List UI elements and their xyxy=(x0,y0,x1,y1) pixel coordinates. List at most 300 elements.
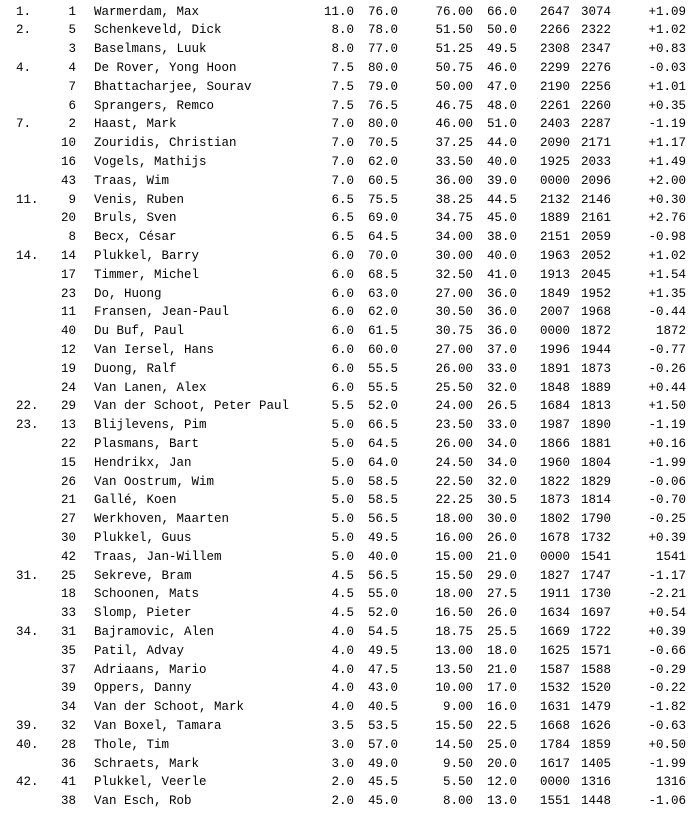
rating-cell: 1960 xyxy=(539,455,570,470)
rank-cell: 23. xyxy=(16,418,39,433)
rating-change-cell: -1.17 xyxy=(648,568,686,583)
performance-cell: 1944 xyxy=(580,342,611,357)
sonneborn-berger-cell: 51.50 xyxy=(435,23,473,38)
tiebreak-cell: 32.0 xyxy=(486,380,517,395)
points-cell: 3.0 xyxy=(331,737,354,752)
start-number-cell: 33 xyxy=(60,606,76,621)
rating-cell: 1551 xyxy=(539,794,570,809)
rank-cell: 7. xyxy=(16,117,32,132)
rating-cell: 1669 xyxy=(539,624,570,639)
rank-cell: 40. xyxy=(16,737,39,752)
player-name-cell: Patil, Advay xyxy=(94,643,185,658)
start-number-cell: 16 xyxy=(60,154,76,169)
rating-cell: 2308 xyxy=(539,42,570,57)
performance-cell: 1541 xyxy=(580,549,611,564)
start-number-cell: 29 xyxy=(60,399,76,414)
points-cell: 8.0 xyxy=(331,42,354,57)
sonneborn-berger-cell: 13.50 xyxy=(435,662,473,677)
player-name-cell: Schenkeveld, Dick xyxy=(94,23,222,38)
tiebreak-cell: 45.0 xyxy=(486,211,517,226)
player-name-cell: Fransen, Jean-Paul xyxy=(94,305,230,320)
performance-cell: 1804 xyxy=(580,455,611,470)
rating-cell: 1866 xyxy=(539,436,570,451)
rating-cell: 1849 xyxy=(539,286,570,301)
player-name-cell: Traas, Jan-Willem xyxy=(94,549,222,564)
points-cell: 5.0 xyxy=(331,436,354,451)
rating-change-cell: -0.63 xyxy=(648,718,686,733)
start-number-cell: 17 xyxy=(60,267,76,282)
rating-change-cell: +0.44 xyxy=(648,380,686,395)
tiebreak-cell: 48.0 xyxy=(486,98,517,113)
tiebreak-cell: 36.0 xyxy=(486,286,517,301)
buchholz-cell: 60.5 xyxy=(367,173,398,188)
start-number-cell: 36 xyxy=(60,756,76,771)
player-name-cell: Adriaans, Mario xyxy=(94,662,207,677)
performance-cell: 1747 xyxy=(580,568,611,583)
start-number-cell: 38 xyxy=(60,794,76,809)
player-name-cell: Schraets, Mark xyxy=(94,756,200,771)
buchholz-cell: 58.5 xyxy=(367,493,398,508)
points-cell: 6.0 xyxy=(331,248,354,263)
sonneborn-berger-cell: 22.50 xyxy=(435,474,473,489)
player-name-cell: Becx, César xyxy=(94,230,177,245)
rating-change-cell: 1316 xyxy=(655,775,686,790)
buchholz-cell: 53.5 xyxy=(367,718,398,733)
rating-change-cell: -0.44 xyxy=(648,305,686,320)
rating-cell: 1634 xyxy=(539,606,570,621)
rank-cell: 22. xyxy=(16,399,39,414)
player-name-cell: Plukkel, Veerle xyxy=(94,775,207,790)
start-number-cell: 25 xyxy=(60,568,76,583)
buchholz-cell: 55.5 xyxy=(367,361,398,376)
table-row xyxy=(0,623,695,642)
performance-cell: 2146 xyxy=(580,192,611,207)
buchholz-cell: 64.0 xyxy=(367,455,398,470)
performance-cell: 2096 xyxy=(580,173,611,188)
player-name-cell: Do, Huong xyxy=(94,286,162,301)
player-name-cell: Traas, Wim xyxy=(94,173,170,188)
table-row xyxy=(0,661,695,680)
tiebreak-cell: 25.0 xyxy=(486,737,517,752)
performance-cell: 2052 xyxy=(580,248,611,263)
sonneborn-berger-cell: 36.00 xyxy=(435,173,473,188)
points-cell: 6.0 xyxy=(331,267,354,282)
player-name-cell: Plasmans, Bart xyxy=(94,436,200,451)
tiebreak-cell: 12.0 xyxy=(486,775,517,790)
start-number-cell: 8 xyxy=(68,230,76,245)
sonneborn-berger-cell: 27.00 xyxy=(435,342,473,357)
buchholz-cell: 64.5 xyxy=(367,436,398,451)
rating-cell: 2261 xyxy=(539,98,570,113)
rating-change-cell: +0.39 xyxy=(648,530,686,545)
start-number-cell: 34 xyxy=(60,700,76,715)
player-name-cell: Vogels, Mathijs xyxy=(94,154,207,169)
points-cell: 6.0 xyxy=(331,361,354,376)
points-cell: 11.0 xyxy=(323,4,354,19)
performance-cell: 2059 xyxy=(580,230,611,245)
rating-change-cell: -2.21 xyxy=(648,587,686,602)
buchholz-cell: 47.5 xyxy=(367,662,398,677)
performance-cell: 3074 xyxy=(580,4,611,19)
tiebreak-cell: 39.0 xyxy=(486,173,517,188)
rating-change-cell: +1.54 xyxy=(648,267,686,282)
performance-cell: 2033 xyxy=(580,154,611,169)
rating-cell: 2190 xyxy=(539,79,570,94)
tiebreak-cell: 26.5 xyxy=(486,399,517,414)
sonneborn-berger-cell: 51.25 xyxy=(435,42,473,57)
sonneborn-berger-cell: 34.00 xyxy=(435,230,473,245)
player-name-cell: Gallé, Koen xyxy=(94,493,177,508)
sonneborn-berger-cell: 34.75 xyxy=(435,211,473,226)
rating-cell: 1913 xyxy=(539,267,570,282)
player-name-cell: Venis, Ruben xyxy=(94,192,185,207)
buchholz-cell: 70.0 xyxy=(367,248,398,263)
points-cell: 6.5 xyxy=(331,230,354,245)
table-row xyxy=(0,491,695,510)
player-name-cell: Blijlevens, Pim xyxy=(94,418,207,433)
start-number-cell: 22 xyxy=(60,436,76,451)
points-cell: 4.0 xyxy=(331,662,354,677)
table-row xyxy=(0,379,695,398)
performance-cell: 1873 xyxy=(580,361,611,376)
buchholz-cell: 78.0 xyxy=(367,23,398,38)
performance-cell: 1730 xyxy=(580,587,611,602)
rating-change-cell: +0.30 xyxy=(648,192,686,207)
rating-cell: 0000 xyxy=(539,173,570,188)
sonneborn-berger-cell: 33.50 xyxy=(435,154,473,169)
rating-cell: 1617 xyxy=(539,756,570,771)
buchholz-cell: 76.0 xyxy=(367,4,398,19)
tiebreak-cell: 34.0 xyxy=(486,436,517,451)
table-row xyxy=(0,303,695,322)
player-name-cell: Bajramovic, Alen xyxy=(94,624,215,639)
buchholz-cell: 62.0 xyxy=(367,154,398,169)
table-row xyxy=(0,266,695,285)
start-number-cell: 1 xyxy=(68,4,76,19)
rating-change-cell: -0.22 xyxy=(648,681,686,696)
performance-cell: 1829 xyxy=(580,474,611,489)
buchholz-cell: 58.5 xyxy=(367,474,398,489)
performance-cell: 2045 xyxy=(580,267,611,282)
buchholz-cell: 45.0 xyxy=(367,794,398,809)
buchholz-cell: 56.5 xyxy=(367,568,398,583)
start-number-cell: 39 xyxy=(60,681,76,696)
sonneborn-berger-cell: 27.00 xyxy=(435,286,473,301)
tiebreak-cell: 29.0 xyxy=(486,568,517,583)
rating-change-cell: -0.77 xyxy=(648,342,686,357)
tiebreak-cell: 46.0 xyxy=(486,60,517,75)
performance-cell: 1790 xyxy=(580,512,611,527)
player-name-cell: Zouridis, Christian xyxy=(94,136,237,151)
performance-cell: 1814 xyxy=(580,493,611,508)
performance-cell: 1952 xyxy=(580,286,611,301)
tiebreak-cell: 49.5 xyxy=(486,42,517,57)
start-number-cell: 32 xyxy=(60,718,76,733)
rating-cell: 1802 xyxy=(539,512,570,527)
points-cell: 3.0 xyxy=(331,756,354,771)
rating-change-cell: -0.66 xyxy=(648,643,686,658)
table-row xyxy=(0,679,695,698)
sonneborn-berger-cell: 46.00 xyxy=(435,117,473,132)
performance-cell: 1872 xyxy=(580,324,611,339)
rating-cell: 1911 xyxy=(539,587,570,602)
sonneborn-berger-cell: 16.50 xyxy=(435,606,473,621)
points-cell: 5.0 xyxy=(331,530,354,545)
performance-cell: 2260 xyxy=(580,98,611,113)
start-number-cell: 41 xyxy=(60,775,76,790)
start-number-cell: 20 xyxy=(60,211,76,226)
points-cell: 5.0 xyxy=(331,418,354,433)
tiebreak-cell: 20.0 xyxy=(486,756,517,771)
buchholz-cell: 64.5 xyxy=(367,230,398,245)
player-name-cell: Van der Schoot, Peter Paul xyxy=(94,399,290,414)
start-number-cell: 7 xyxy=(68,79,76,94)
table-row xyxy=(0,134,695,153)
rating-cell: 0000 xyxy=(539,549,570,564)
start-number-cell: 40 xyxy=(60,324,76,339)
start-number-cell: 24 xyxy=(60,380,76,395)
performance-cell: 1722 xyxy=(580,624,611,639)
performance-cell: 1405 xyxy=(580,756,611,771)
rank-cell: 11. xyxy=(16,192,39,207)
player-name-cell: Timmer, Michel xyxy=(94,267,200,282)
rating-cell: 1822 xyxy=(539,474,570,489)
start-number-cell: 43 xyxy=(60,173,76,188)
table-row xyxy=(0,717,695,736)
sonneborn-berger-cell: 37.25 xyxy=(435,136,473,151)
rank-cell: 2. xyxy=(16,23,32,38)
rating-change-cell: +0.16 xyxy=(648,436,686,451)
points-cell: 7.5 xyxy=(331,60,354,75)
player-name-cell: Schoonen, Mats xyxy=(94,587,200,602)
start-number-cell: 35 xyxy=(60,643,76,658)
buchholz-cell: 49.5 xyxy=(367,643,398,658)
points-cell: 2.0 xyxy=(331,794,354,809)
performance-cell: 1881 xyxy=(580,436,611,451)
rating-change-cell: +0.83 xyxy=(648,42,686,57)
points-cell: 4.0 xyxy=(331,643,354,658)
rating-cell: 1532 xyxy=(539,681,570,696)
rating-cell: 2151 xyxy=(539,230,570,245)
buchholz-cell: 40.0 xyxy=(367,549,398,564)
points-cell: 5.0 xyxy=(331,455,354,470)
performance-cell: 1813 xyxy=(580,399,611,414)
start-number-cell: 15 xyxy=(60,455,76,470)
tiebreak-cell: 66.0 xyxy=(486,4,517,19)
table-row xyxy=(0,360,695,379)
sonneborn-berger-cell: 8.00 xyxy=(442,794,473,809)
rating-change-cell: +1.01 xyxy=(648,79,686,94)
tiebreak-cell: 30.5 xyxy=(486,493,517,508)
rating-change-cell: +1.50 xyxy=(648,399,686,414)
player-name-cell: Plukkel, Guus xyxy=(94,530,192,545)
tiebreak-cell: 17.0 xyxy=(486,681,517,696)
performance-cell: 1520 xyxy=(580,681,611,696)
sonneborn-berger-cell: 46.75 xyxy=(435,98,473,113)
sonneborn-berger-cell: 24.00 xyxy=(435,399,473,414)
tiebreak-cell: 44.0 xyxy=(486,136,517,151)
performance-cell: 1732 xyxy=(580,530,611,545)
sonneborn-berger-cell: 38.25 xyxy=(435,192,473,207)
tiebreak-cell: 40.0 xyxy=(486,248,517,263)
points-cell: 7.0 xyxy=(331,173,354,188)
points-cell: 6.0 xyxy=(331,286,354,301)
start-number-cell: 5 xyxy=(68,23,76,38)
player-name-cell: Warmerdam, Max xyxy=(94,4,200,19)
rating-change-cell: -0.29 xyxy=(648,662,686,677)
performance-cell: 2161 xyxy=(580,211,611,226)
rating-cell: 1631 xyxy=(539,700,570,715)
rating-cell: 1889 xyxy=(539,211,570,226)
buchholz-cell: 69.0 xyxy=(367,211,398,226)
tiebreak-cell: 47.0 xyxy=(486,79,517,94)
points-cell: 7.0 xyxy=(331,136,354,151)
player-name-cell: Haast, Mark xyxy=(94,117,177,132)
sonneborn-berger-cell: 30.75 xyxy=(435,324,473,339)
player-name-cell: Oppers, Danny xyxy=(94,681,192,696)
start-number-cell: 42 xyxy=(60,549,76,564)
sonneborn-berger-cell: 14.50 xyxy=(435,737,473,752)
table-row xyxy=(0,191,695,210)
sonneborn-berger-cell: 30.00 xyxy=(435,248,473,263)
rating-cell: 2090 xyxy=(539,136,570,151)
start-number-cell: 12 xyxy=(60,342,76,357)
buchholz-cell: 76.5 xyxy=(367,98,398,113)
rating-change-cell: +0.54 xyxy=(648,606,686,621)
tiebreak-cell: 51.0 xyxy=(486,117,517,132)
start-number-cell: 18 xyxy=(60,587,76,602)
rating-cell: 2647 xyxy=(539,4,570,19)
points-cell: 6.5 xyxy=(331,211,354,226)
points-cell: 2.0 xyxy=(331,775,354,790)
table-row xyxy=(0,548,695,567)
performance-cell: 1968 xyxy=(580,305,611,320)
start-number-cell: 28 xyxy=(60,737,76,752)
table-row xyxy=(0,397,695,416)
player-name-cell: Van Oostrum, Wim xyxy=(94,474,215,489)
tiebreak-cell: 18.0 xyxy=(486,643,517,658)
rating-change-cell: -0.98 xyxy=(648,230,686,245)
buchholz-cell: 52.0 xyxy=(367,606,398,621)
buchholz-cell: 68.5 xyxy=(367,267,398,282)
tiebreak-cell: 40.0 xyxy=(486,154,517,169)
performance-cell: 1479 xyxy=(580,700,611,715)
points-cell: 5.0 xyxy=(331,512,354,527)
player-name-cell: Sprangers, Remco xyxy=(94,98,215,113)
sonneborn-berger-cell: 25.50 xyxy=(435,380,473,395)
points-cell: 7.5 xyxy=(331,98,354,113)
sonneborn-berger-cell: 76.00 xyxy=(435,4,473,19)
tiebreak-cell: 21.0 xyxy=(486,549,517,564)
table-row xyxy=(0,435,695,454)
player-name-cell: Plukkel, Barry xyxy=(94,248,200,263)
rating-change-cell: +1.35 xyxy=(648,286,686,301)
buchholz-cell: 55.0 xyxy=(367,587,398,602)
sonneborn-berger-cell: 9.50 xyxy=(442,756,473,771)
rating-change-cell: +2.00 xyxy=(648,173,686,188)
rating-change-cell: -1.82 xyxy=(648,700,686,715)
rating-cell: 1668 xyxy=(539,718,570,733)
sonneborn-berger-cell: 5.50 xyxy=(442,775,473,790)
sonneborn-berger-cell: 16.00 xyxy=(435,530,473,545)
rating-cell: 1827 xyxy=(539,568,570,583)
performance-cell: 2347 xyxy=(580,42,611,57)
rating-change-cell: -0.25 xyxy=(648,512,686,527)
table-row xyxy=(0,736,695,755)
tiebreak-cell: 44.5 xyxy=(486,192,517,207)
tiebreak-cell: 33.0 xyxy=(486,418,517,433)
table-row xyxy=(0,3,695,22)
performance-cell: 1697 xyxy=(580,606,611,621)
rating-cell: 1963 xyxy=(539,248,570,263)
sonneborn-berger-cell: 32.50 xyxy=(435,267,473,282)
table-row xyxy=(0,604,695,623)
buchholz-cell: 55.5 xyxy=(367,380,398,395)
table-row xyxy=(0,247,695,266)
rating-cell: 1996 xyxy=(539,342,570,357)
rating-change-cell: +0.50 xyxy=(648,737,686,752)
performance-cell: 1571 xyxy=(580,643,611,658)
rating-change-cell: +1.49 xyxy=(648,154,686,169)
player-name-cell: Hendrikx, Jan xyxy=(94,455,192,470)
player-name-cell: Bhattacharjee, Sourav xyxy=(94,79,252,94)
start-number-cell: 27 xyxy=(60,512,76,527)
tiebreak-cell: 26.0 xyxy=(486,606,517,621)
tiebreak-cell: 41.0 xyxy=(486,267,517,282)
buchholz-cell: 62.0 xyxy=(367,305,398,320)
rank-cell: 31. xyxy=(16,568,39,583)
table-row xyxy=(0,510,695,529)
tiebreak-cell: 25.5 xyxy=(486,624,517,639)
player-name-cell: Van Esch, Rob xyxy=(94,794,192,809)
rating-cell: 0000 xyxy=(539,775,570,790)
tiebreak-cell: 38.0 xyxy=(486,230,517,245)
sonneborn-berger-cell: 18.00 xyxy=(435,512,473,527)
points-cell: 5.5 xyxy=(331,399,354,414)
rating-change-cell: -0.70 xyxy=(648,493,686,508)
start-number-cell: 11 xyxy=(60,305,76,320)
tiebreak-cell: 36.0 xyxy=(486,305,517,320)
performance-cell: 1859 xyxy=(580,737,611,752)
rating-cell: 0000 xyxy=(539,324,570,339)
rating-cell: 2299 xyxy=(539,60,570,75)
table-row xyxy=(0,792,695,811)
table-row xyxy=(0,416,695,435)
player-name-cell: Van Boxel, Tamara xyxy=(94,718,222,733)
player-name-cell: Van der Schoot, Mark xyxy=(94,700,245,715)
sonneborn-berger-cell: 50.00 xyxy=(435,79,473,94)
rating-change-cell: +0.39 xyxy=(648,624,686,639)
points-cell: 5.0 xyxy=(331,493,354,508)
points-cell: 6.0 xyxy=(331,342,354,357)
performance-cell: 1889 xyxy=(580,380,611,395)
points-cell: 6.0 xyxy=(331,324,354,339)
performance-cell: 1316 xyxy=(580,775,611,790)
sonneborn-berger-cell: 9.00 xyxy=(442,700,473,715)
tiebreak-cell: 32.0 xyxy=(486,474,517,489)
tiebreak-cell: 26.0 xyxy=(486,530,517,545)
table-row xyxy=(0,322,695,341)
performance-cell: 2276 xyxy=(580,60,611,75)
points-cell: 7.5 xyxy=(331,79,354,94)
rating-change-cell: -0.26 xyxy=(648,361,686,376)
rank-cell: 4. xyxy=(16,60,32,75)
rating-change-cell: 1872 xyxy=(655,324,686,339)
buchholz-cell: 75.5 xyxy=(367,192,398,207)
buchholz-cell: 60.0 xyxy=(367,342,398,357)
points-cell: 7.0 xyxy=(331,154,354,169)
start-number-cell: 30 xyxy=(60,530,76,545)
